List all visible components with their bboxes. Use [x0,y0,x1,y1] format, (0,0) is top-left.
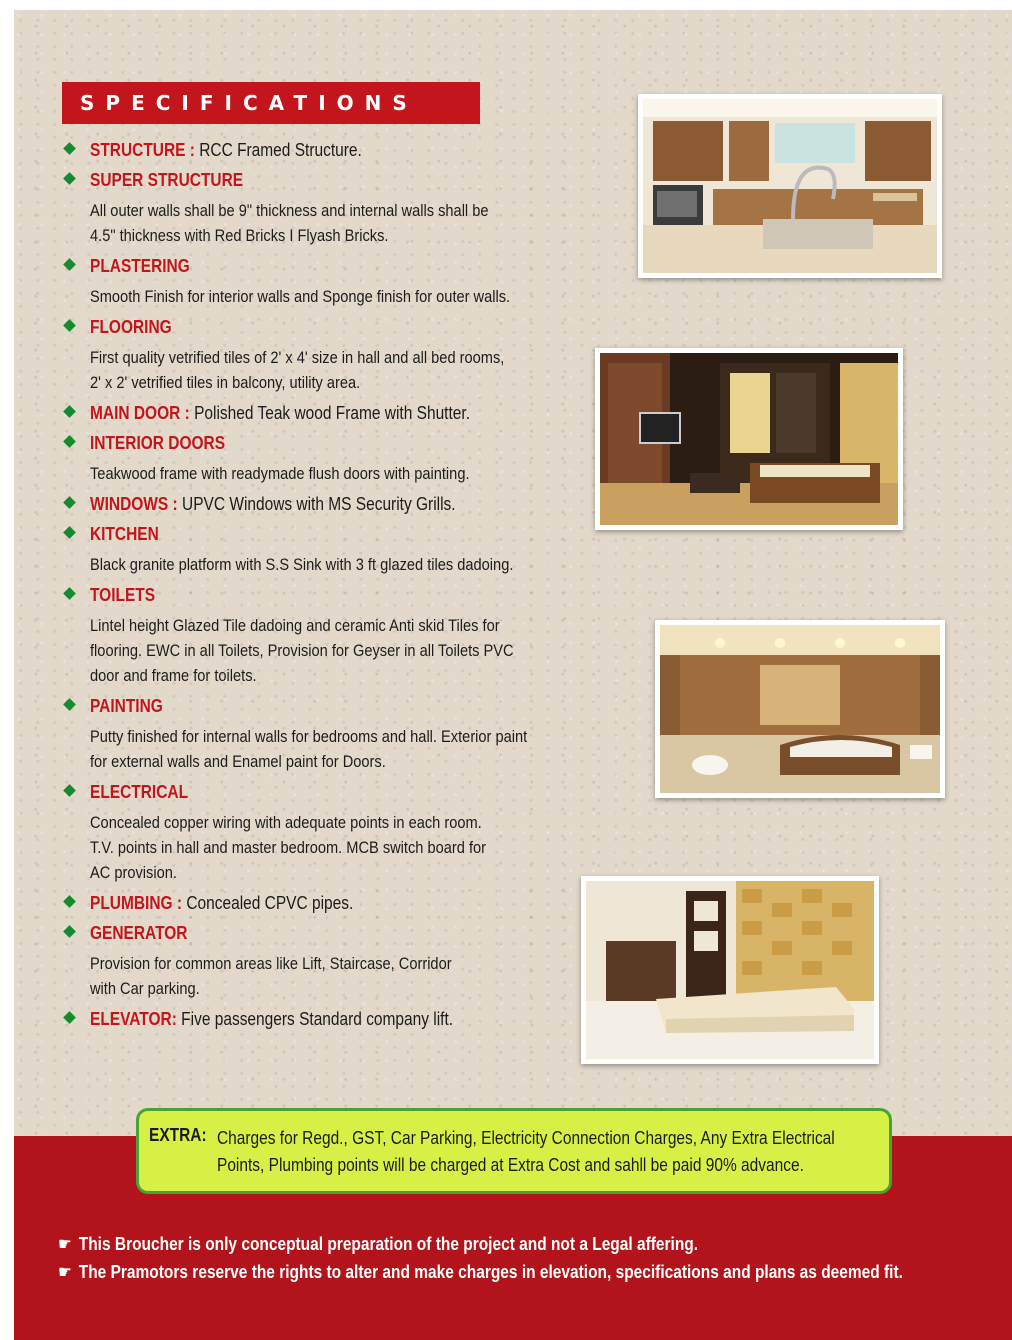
spec-description: Teakwood frame with readymade flush doors with painting. [90,464,470,483]
spec-toilets [60,583,620,688]
green-diamond-icon [63,587,76,600]
spec-heading: SUPER STRUCTURE [90,170,244,190]
spec-heading: INTERIOR DOORS [90,433,226,453]
disclaimer-note [58,1262,903,1283]
spec-heading: MAIN DOOR : [90,403,190,423]
spec-inline-text: Five passengers Standard company lift. [181,1009,454,1029]
spec-windows [60,492,620,516]
spec-heading: KITCHEN [90,524,159,544]
spec-description: First quality vetrified tiles of 2' x 4' size in hall and all bed rooms, 2' x 2' vetrified tiles in balcony, utility area. [90,348,505,392]
green-diamond-icon [63,142,76,155]
spec-heading: GENERATOR [90,923,188,943]
spec-generator [60,921,620,1001]
spec-description: Putty finished for internal walls for bedrooms and hall. Exterior paint for external walls and Enamel paint for Doors. [90,727,528,771]
green-diamond-icon [63,895,76,908]
green-diamond-icon [63,435,76,448]
spec-heading: PAINTING [90,696,163,716]
spec-description: Provision for common areas like Lift, Staircase, Corridor with Car parking. [90,954,452,998]
spec-electrical [60,780,620,885]
spec-inline-text: RCC Framed Structure. [199,140,362,160]
green-diamond-icon [63,925,76,938]
spec-heading: PLUMBING : [90,893,183,913]
spec-main-door [60,401,620,425]
spec-super-structure [60,168,620,248]
spec-heading: PLASTERING [90,256,190,276]
spec-flooring [60,315,620,395]
spec-description: Concealed copper wiring with adequate points in each room. T.V. points in hall and master bedroom. MCB switch board for AC provision. [90,813,487,882]
spec-heading: STRUCTURE : [90,140,195,160]
disclaimer-text: This Broucher is only conceptual preparation of the project and not a Legal affering. [78,1234,699,1254]
spec-heading: TOILETS [90,585,156,605]
spec-painting [60,694,620,774]
green-diamond-icon [63,496,76,509]
bathroom-photo [655,620,945,798]
green-diamond-icon [63,172,76,185]
disclaimer-note [58,1234,698,1255]
extra-text: Charges for Regd., GST, Car Parking, Electricity Connection Charges, Any Extra Electrical Points, Plumbing points will be charged at Extra Cost and sahll be paid 90% advance. [217,1128,835,1175]
extra-label: EXTRA: [149,1125,207,1145]
spec-heading: ELECTRICAL [90,782,189,802]
brochure-page [14,10,1012,1340]
green-diamond-icon [63,405,76,418]
spec-structure [60,138,620,162]
spec-elevator [60,1007,620,1031]
spec-plastering [60,254,620,309]
specifications-list [60,138,620,1037]
spec-description: All outer walls shall be 9" thickness and internal walls shall be 4.5" thickness with Red Bricks I Flyash Bricks. [90,201,489,245]
spec-description: Lintel height Glazed Tile dadoing and ceramic Anti skid Tiles for flooring. EWC in all Toilets, Provision for Geyser in all Toilets PVC door and frame for toilets. [90,616,514,685]
pointing-hand-icon: ☛ [58,1234,72,1254]
spec-heading: WINDOWS : [90,494,178,514]
spec-inline-text: Concealed CPVC pipes. [186,893,354,913]
spec-inline-text: Polished Teak wood Frame with Shutter. [194,403,470,423]
spec-description: Black granite platform with S.S Sink with 3 ft glazed tiles dadoing. [90,555,514,574]
spec-plumbing [60,891,620,915]
green-diamond-icon [63,784,76,797]
bedroom-photo [595,348,903,530]
spec-kitchen [60,522,620,577]
green-diamond-icon [63,319,76,332]
green-diamond-icon [63,1011,76,1024]
green-diamond-icon [63,698,76,711]
spec-heading: FLOORING [90,317,172,337]
spec-description: Smooth Finish for interior walls and Sponge finish for outer walls. [90,287,511,306]
pointing-hand-icon: ☛ [58,1262,72,1282]
spec-heading: ELEVATOR: [90,1009,177,1029]
kitchen-photo [638,94,942,278]
green-diamond-icon [63,526,76,539]
green-diamond-icon [63,258,76,271]
living-room-photo [581,876,879,1064]
disclaimer-text: The Pramotors reserve the rights to alter and make charges in elevation, specifications and plans as deemed fit. [78,1262,903,1282]
spec-interior-doors [60,431,620,486]
extra-charges-box [136,1108,892,1194]
spec-inline-text: UPVC Windows with MS Security Grills. [182,494,456,514]
specifications-title: SPECIFICATIONS [62,82,480,124]
